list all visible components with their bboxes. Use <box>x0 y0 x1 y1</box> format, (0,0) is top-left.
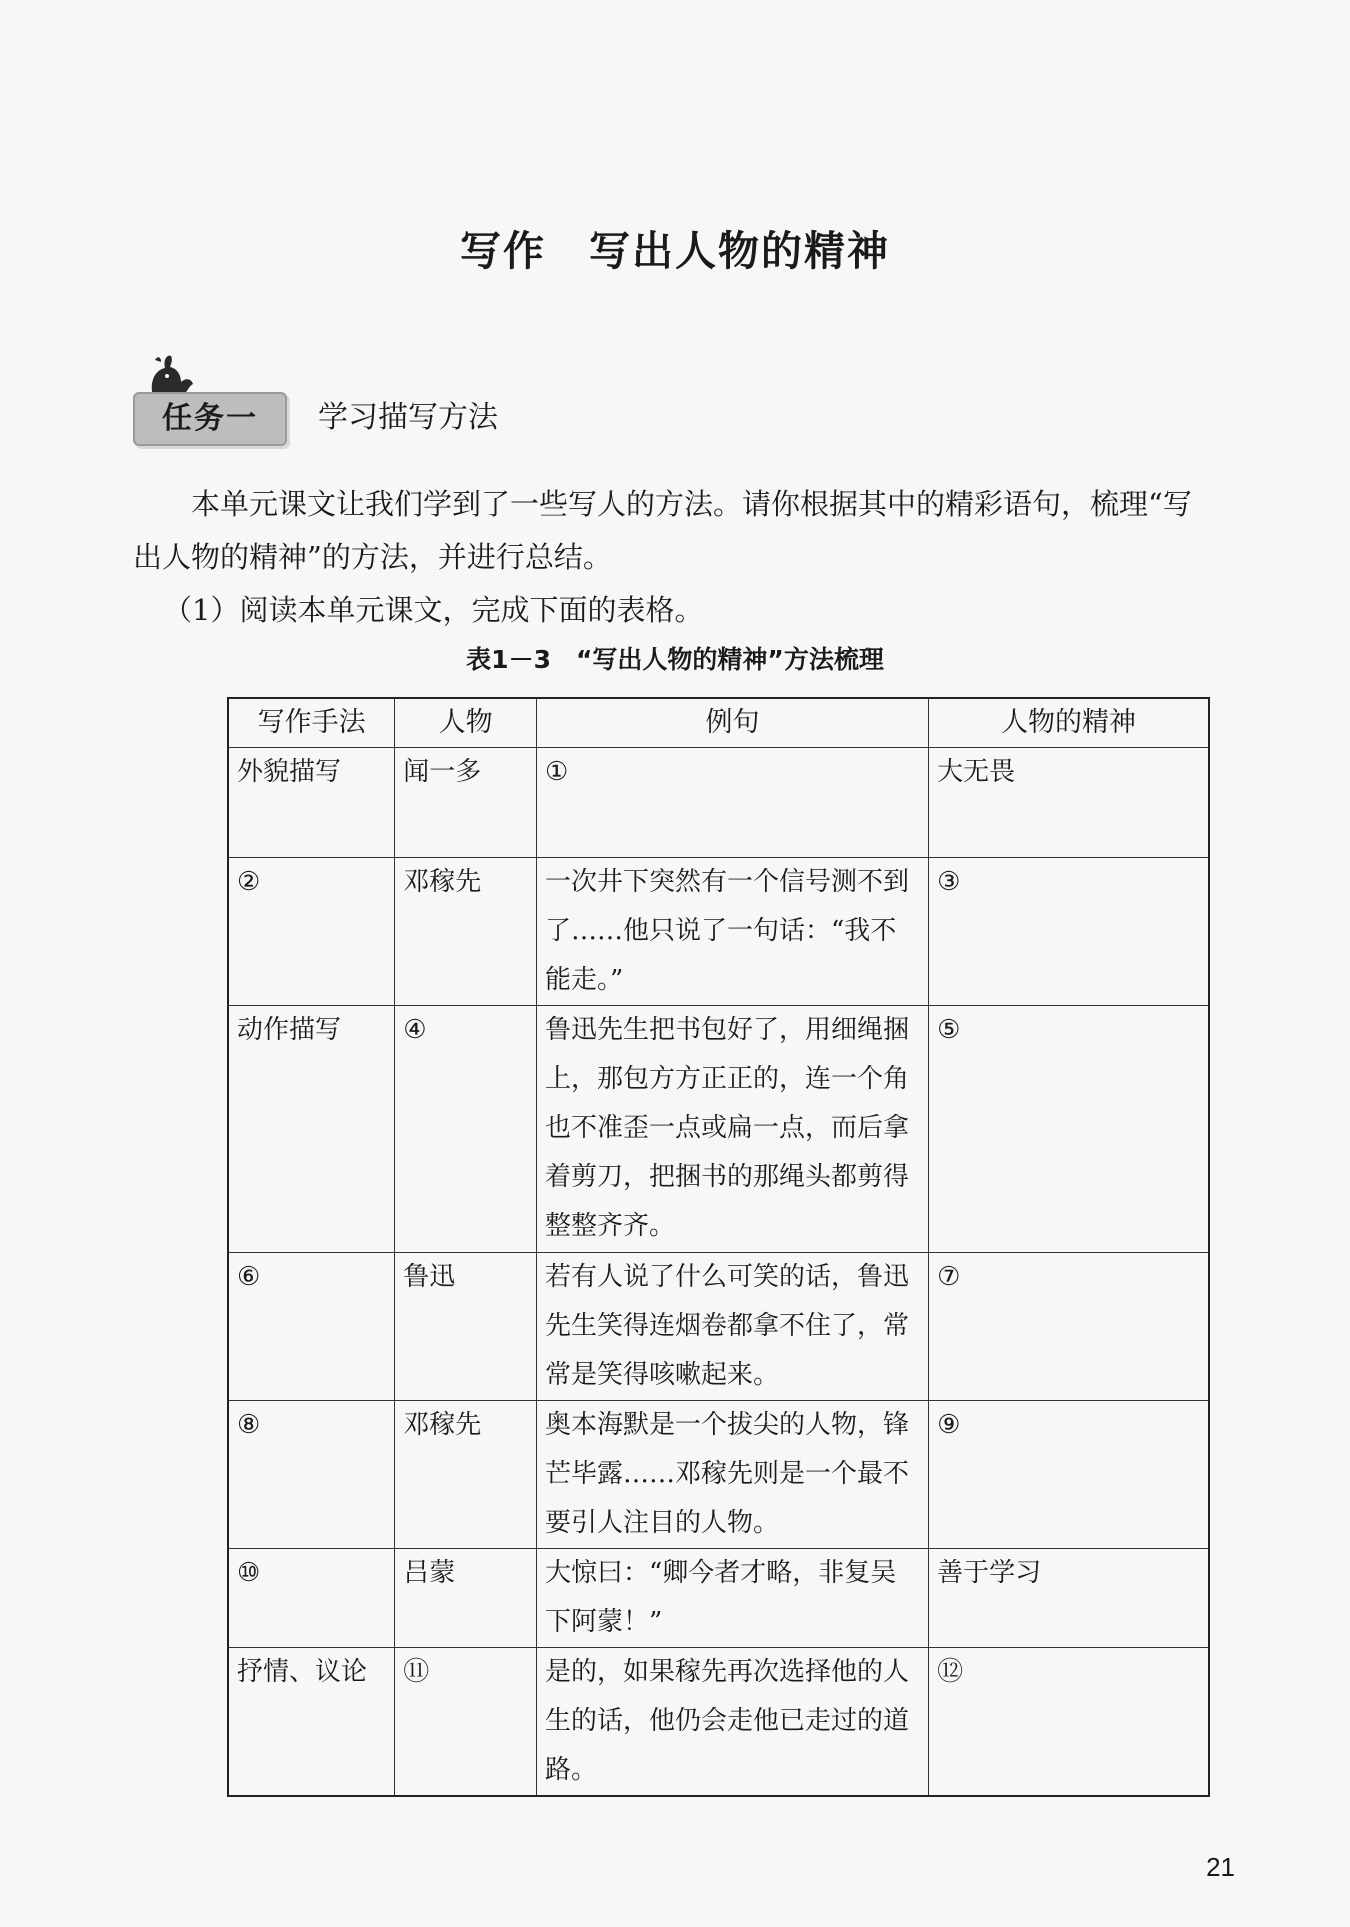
cell-technique: 动作描写 <box>228 1006 395 1253</box>
cell-spirit[interactable]: ③ <box>929 858 1209 1006</box>
table-caption: 表1－3 “写出人物的精神”方法梳理 <box>466 645 884 674</box>
intro-paragraph: 本单元课文让我们学到了一些写人的方法。请你根据其中的精彩语句，梳理“写出人物的精神”的方法，并进行总结。 <box>133 487 1192 574</box>
header-spirit: 人物的精神 <box>929 698 1209 748</box>
cell-technique: 抒情、议论 <box>228 1648 395 1797</box>
cell-technique[interactable]: ② <box>228 858 395 1006</box>
cell-person: 吕蒙 <box>395 1549 537 1648</box>
table-row <box>228 1648 1209 1797</box>
cell-spirit[interactable]: ⑨ <box>929 1401 1209 1549</box>
header-example: 例句 <box>536 698 928 748</box>
page-number: 21 <box>1206 1852 1235 1882</box>
cell-technique[interactable]: ⑩ <box>228 1549 395 1648</box>
cell-example: 一次井下突然有一个信号测不到了……他只说了一句话：“我不能走。” <box>536 858 928 1006</box>
cell-spirit: 大无畏 <box>929 748 1209 858</box>
squirrel-mascot-icon <box>143 352 203 397</box>
cell-spirit: 善于学习 <box>929 1549 1209 1648</box>
header-technique: 写作手法 <box>228 698 395 748</box>
cell-person: 邓稼先 <box>395 1401 537 1549</box>
table-header-row <box>228 698 1209 748</box>
cell-technique[interactable]: ⑥ <box>228 1253 395 1401</box>
task-title: 学习描写方法 <box>318 400 498 435</box>
cell-spirit[interactable]: ⑫ <box>929 1648 1209 1797</box>
task-header <box>133 352 733 444</box>
instruction: （1）阅读本单元课文，完成下面的表格。 <box>163 593 704 627</box>
table-row <box>228 858 1209 1006</box>
cell-example: 是的，如果稼先再次选择他的人生的话，他仍会走他已走过的道路。 <box>536 1648 928 1797</box>
cell-example: 鲁迅先生把书包好了，用细绳捆上，那包方方正正的，连一个角也不准歪一点或扁一点，而后拿着剪刀，把捆书的那绳头都剪得整整齐齐。 <box>536 1006 928 1253</box>
task-badge: 任务一 <box>133 392 287 446</box>
header-person: 人物 <box>395 698 537 748</box>
cell-spirit[interactable]: ⑤ <box>929 1006 1209 1253</box>
cell-person[interactable]: ⑪ <box>395 1648 537 1797</box>
table-row <box>228 1401 1209 1549</box>
cell-example: 若有人说了什么可笑的话，鲁迅先生笑得连烟卷都拿不住了，常常是笑得咳嗽起来。 <box>536 1253 928 1401</box>
cell-person: 邓稼先 <box>395 858 537 1006</box>
cell-example: 奥本海默是一个拔尖的人物，锋芒毕露……邓稼先则是一个最不要引人注目的人物。 <box>536 1401 928 1549</box>
methods-table <box>227 697 1210 1797</box>
cell-example: 大惊曰：“卿今者才略，非复吴下阿蒙！” <box>536 1549 928 1648</box>
cell-person: 鲁迅 <box>395 1253 537 1401</box>
cell-technique: 外貌描写 <box>228 748 395 858</box>
cell-example[interactable]: ① <box>536 748 928 858</box>
page-title: 写作 写出人物的精神 <box>460 227 890 275</box>
table-row <box>228 1006 1209 1253</box>
cell-spirit[interactable]: ⑦ <box>929 1253 1209 1401</box>
cell-technique[interactable]: ⑧ <box>228 1401 395 1549</box>
table-row <box>228 1549 1209 1648</box>
cell-person: 闻一多 <box>395 748 537 858</box>
cell-person[interactable]: ④ <box>395 1006 537 1253</box>
table-row <box>228 1253 1209 1401</box>
table-row <box>228 748 1209 858</box>
